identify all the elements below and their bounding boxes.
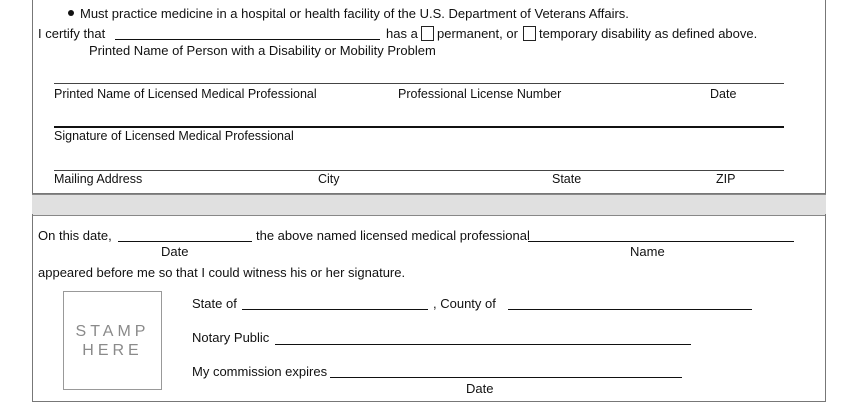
- appeared-text: appeared before me so that I could witness his or her signature.: [38, 265, 406, 280]
- notary-public-label: Notary Public: [192, 330, 270, 345]
- stamp-box: [63, 291, 162, 390]
- commission-label: My commission expires: [192, 364, 328, 379]
- stamp-line-1: STAMP: [75, 322, 150, 340]
- stamp-line-2: HERE: [82, 341, 143, 359]
- notary-professional-name-field[interactable]: [528, 241, 794, 242]
- certify-prefix: I certify that: [38, 26, 106, 41]
- state-label: State: [552, 172, 582, 186]
- mailing-address-label: Mailing Address: [54, 172, 143, 186]
- professional-name-label: Printed Name of Licensed Medical Professional: [54, 87, 317, 101]
- temporary-label: temporary disability as defined above.: [539, 26, 758, 41]
- signature-label: Signature of Licensed Medical Professional: [54, 129, 294, 143]
- notary-name-caption: Name: [630, 244, 665, 259]
- notary-state-field[interactable]: [242, 309, 428, 310]
- county-of-label: , County of: [433, 296, 496, 311]
- notary-date-caption: Date: [161, 244, 189, 259]
- city-label: City: [318, 172, 340, 186]
- mailing-address-line[interactable]: [54, 170, 784, 171]
- person-name-field[interactable]: [115, 39, 380, 40]
- commission-date-field[interactable]: [330, 377, 682, 378]
- license-number-label: Professional License Number: [398, 87, 562, 101]
- temporary-checkbox[interactable]: [523, 26, 536, 41]
- permanent-label: permanent, or: [437, 26, 518, 41]
- professional-info-line[interactable]: [54, 83, 784, 84]
- permanent-checkbox[interactable]: [421, 26, 434, 41]
- bullet-requirement-text: Must practice medicine in a hospital or health facility of the U.S. Department of Veterans Affairs.: [80, 6, 629, 21]
- notary-date-field[interactable]: [118, 241, 252, 242]
- bullet-icon: [68, 10, 74, 16]
- zip-label: ZIP: [716, 172, 736, 186]
- person-name-caption: Printed Name of Person with a Disability or Mobility Problem: [89, 43, 436, 58]
- state-of-label: State of: [192, 296, 237, 311]
- above-named-text: the above named licensed medical professional: [256, 228, 530, 243]
- on-this-date-text: On this date,: [38, 228, 112, 243]
- section-divider: [32, 194, 826, 216]
- notary-public-field[interactable]: [275, 344, 691, 345]
- notary-county-field[interactable]: [508, 309, 752, 310]
- commission-date-caption: Date: [466, 381, 494, 396]
- professional-date-label: Date: [710, 87, 737, 101]
- signature-line[interactable]: [54, 126, 784, 128]
- has-a-text: has a: [386, 26, 418, 41]
